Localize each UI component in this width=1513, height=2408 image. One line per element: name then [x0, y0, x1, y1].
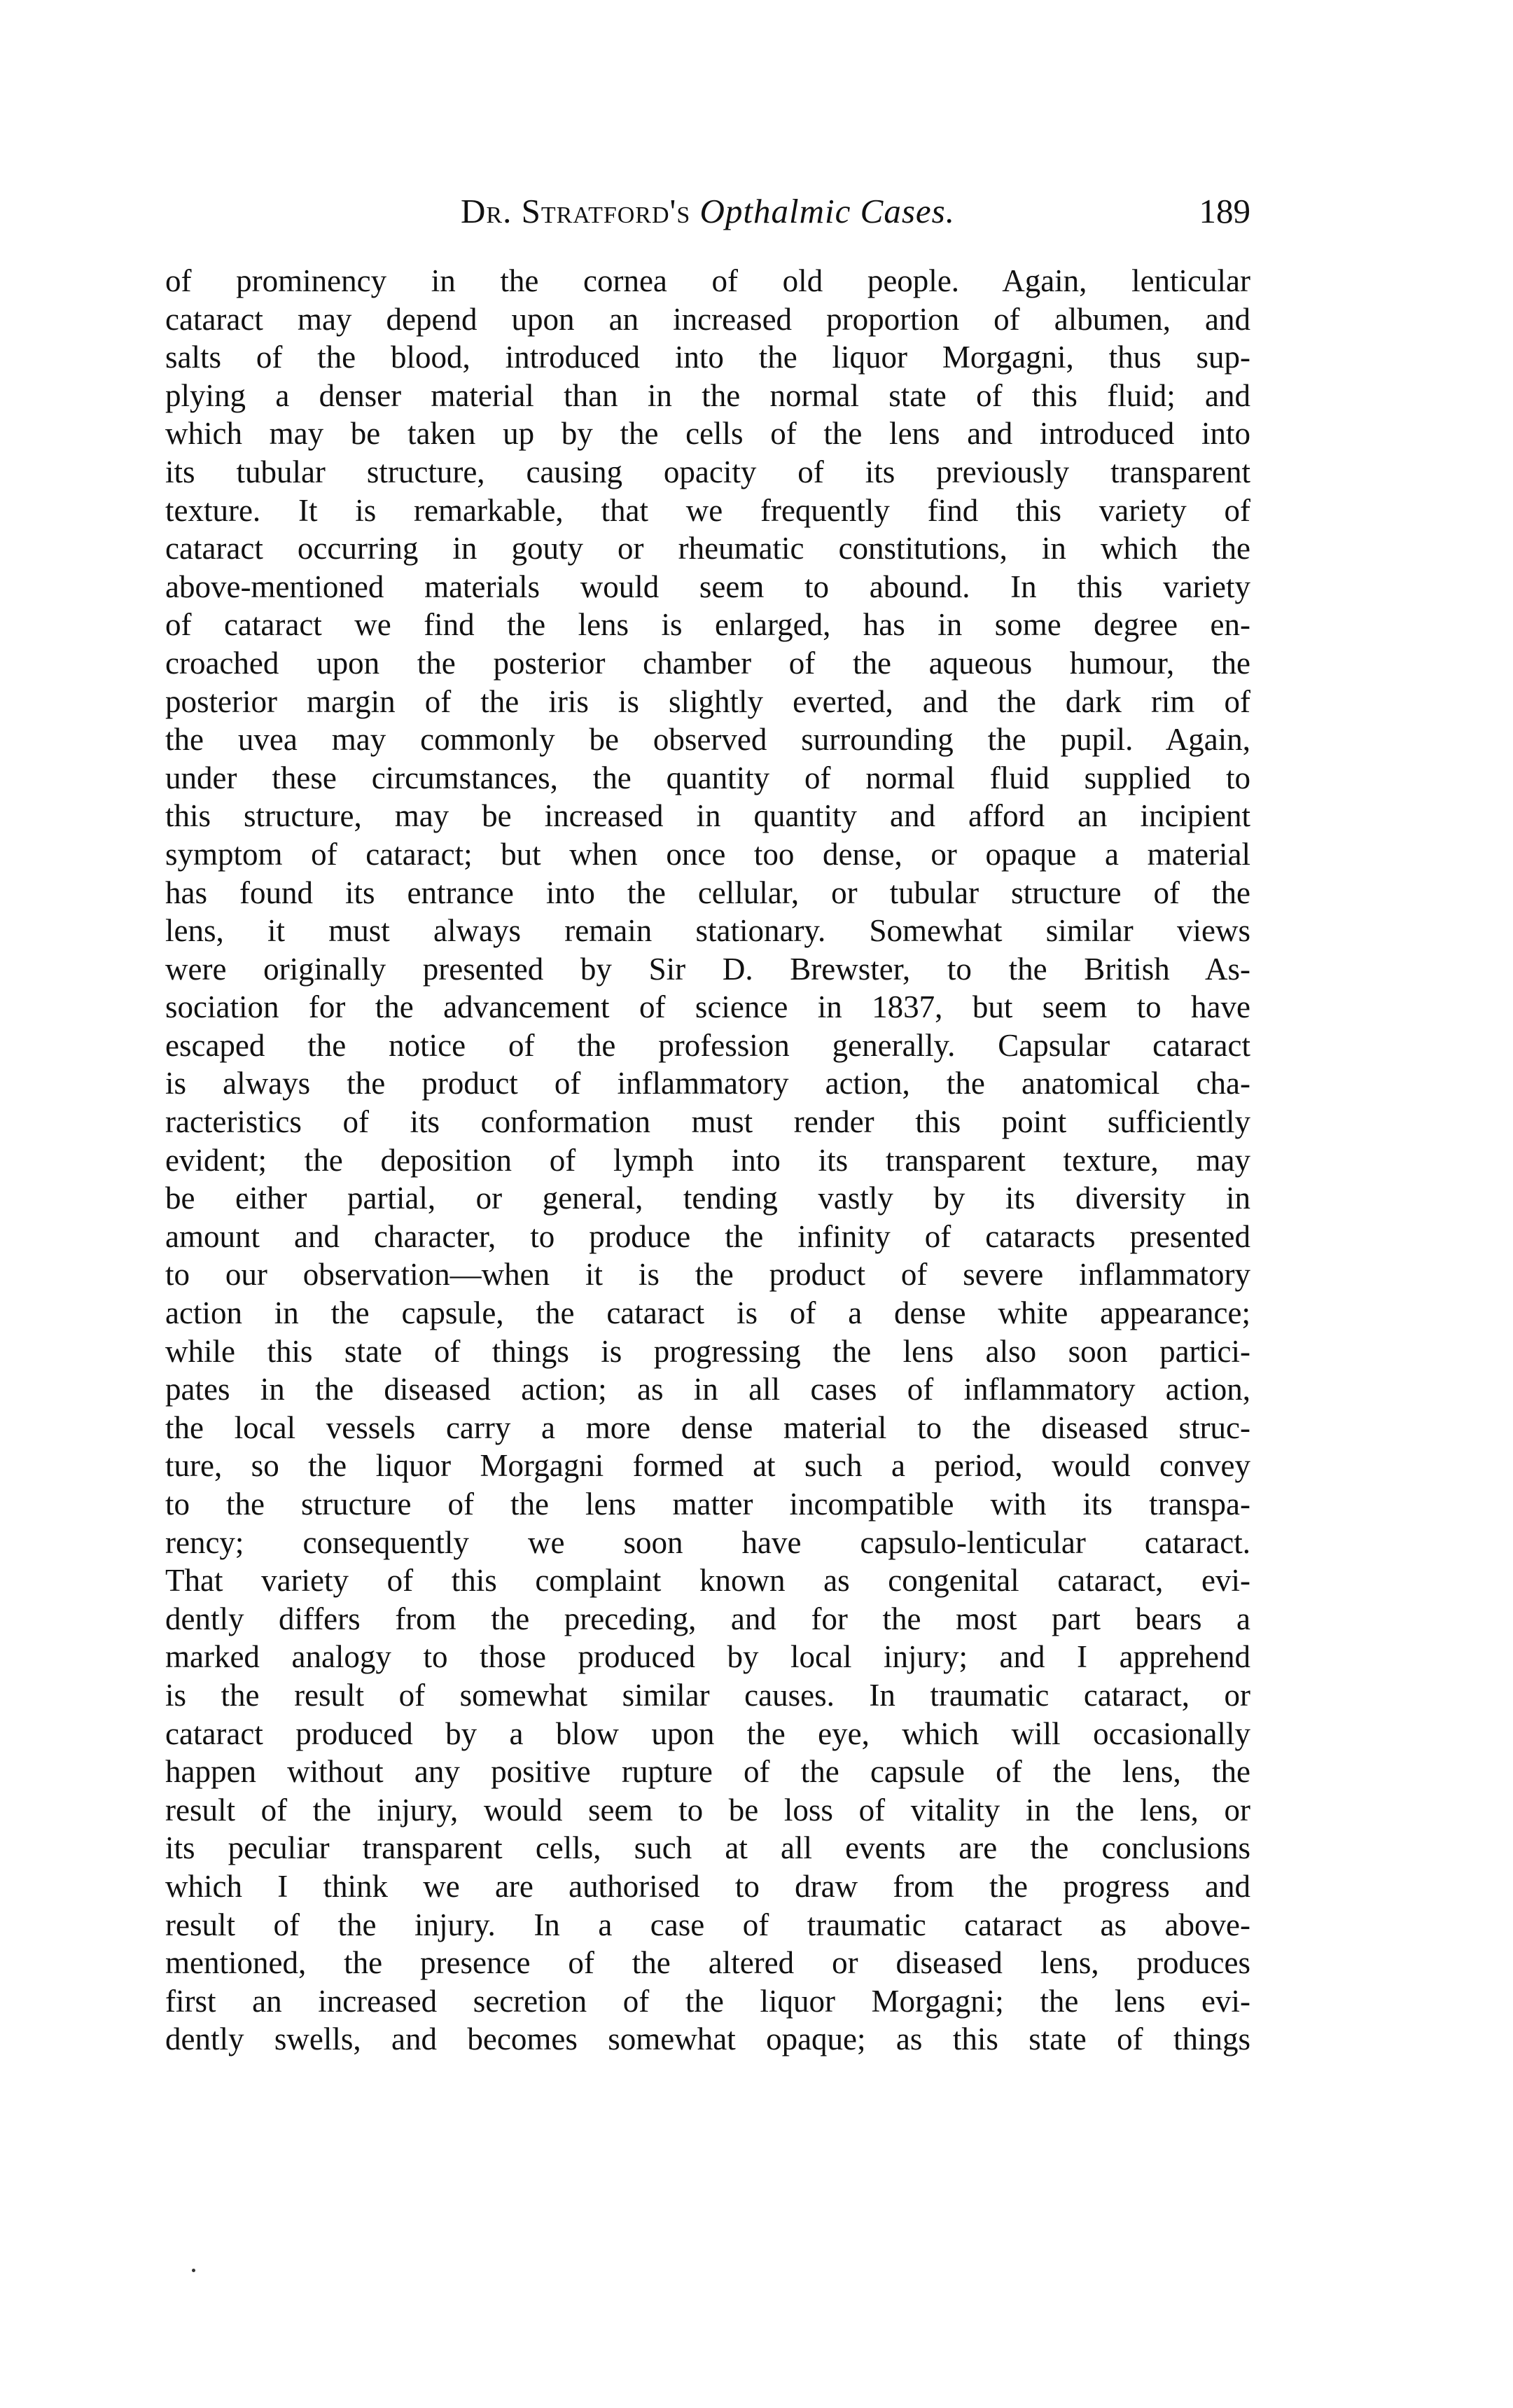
text-line: is the result of somewhat similar causes. In traumatic cataract, or: [165, 1677, 1250, 1713]
text-line: racteristics of its conformation must render this point sufficiently: [165, 1104, 1250, 1140]
text-line: marked analogy to those produced by local injury; and I apprehend: [165, 1639, 1250, 1675]
text-line: ture, so the liquor Morgagni formed at such a period, would convey: [165, 1448, 1250, 1484]
text-line: dently differs from the preceding, and for the most part bears a: [165, 1601, 1250, 1636]
text-line: cataract may depend upon an increased proportion of albumen, and: [165, 301, 1250, 337]
page-number: 189: [1199, 192, 1250, 230]
text-line: action in the capsule, the cataract is of a dense white appearance;: [165, 1295, 1250, 1331]
text-line: pates in the diseased action; as in all cases of inflammatory action,: [165, 1372, 1250, 1407]
text-line: cataract produced by a blow upon the eye, which will occasionally: [165, 1715, 1250, 1751]
text-line: to our observation—when it is the product of severe inflammatory: [165, 1257, 1250, 1293]
text-line: to the structure of the lens matter incompatible with its transpa-: [165, 1487, 1250, 1522]
text-line: posterior margin of the iris is slightly everted, and the dark rim of: [165, 683, 1250, 719]
text-line: texture. It is remarkable, that we frequently find this variety of: [165, 492, 1250, 528]
text-line: amount and character, to produce the infinity of cataracts presented: [165, 1218, 1250, 1254]
text-line: sociation for the advancement of science in 1837, but seem to have: [165, 989, 1250, 1025]
text-line: the uvea may commonly be observed surrounding the pupil. Again,: [165, 722, 1250, 758]
text-line: escaped the notice of the profession generally. Capsular cataract: [165, 1027, 1250, 1063]
text-line: this structure, may be increased in quantity and afford an incipient: [165, 798, 1250, 834]
text-line: dently swells, and becomes somewhat opaque; as this state of things: [165, 2021, 1250, 2057]
text-line: of prominency in the cornea of old people. Again, lenticular: [165, 263, 1250, 298]
text-line: result of the injury, would seem to be loss of vitality in the lens, or: [165, 1792, 1250, 1828]
text-line: were originally presented by Sir D. Brewster, to the British As-: [165, 951, 1250, 987]
text-line: evident; the deposition of lymph into its transparent texture, may: [165, 1142, 1250, 1178]
text-line: the local vessels carry a more dense material to the diseased struc-: [165, 1410, 1250, 1445]
text-line: happen without any positive rupture of the capsule of the lens, the: [165, 1754, 1250, 1790]
running-title: [165, 183, 1250, 239]
text-line: That variety of this complaint known as congenital cataract, evi-: [165, 1563, 1250, 1599]
text-line: above-mentioned materials would seem to abound. In this variety: [165, 569, 1250, 604]
text-line: rency; consequently we soon have capsulo-lenticular cataract.: [165, 1524, 1250, 1560]
text-line: which may be taken up by the cells of the lens and introduced into: [165, 416, 1250, 452]
text-line: salts of the blood, introduced into the liquor Morgagni, thus sup-: [165, 340, 1250, 375]
text-line: symptom of cataract; but when once too dense, or opaque a material: [165, 836, 1250, 872]
text-line: first an increased secretion of the liquor Morgagni; the lens evi-: [165, 1983, 1250, 2019]
ink-speck: [192, 2269, 195, 2272]
text-line: result of the injury. In a case of traumatic cataract as above-: [165, 1907, 1250, 1942]
text-line: mentioned, the presence of the altered or diseased lens, produces: [165, 1945, 1250, 1981]
text-line: its tubular structure, causing opacity of its previously transparent: [165, 454, 1250, 489]
text-line: while this state of things is progressing the lens also soon partici-: [165, 1333, 1250, 1369]
text-line: lens, it must always remain stationary. Somewhat similar views: [165, 913, 1250, 949]
text-line: croached upon the posterior chamber of the aqueous humour, the: [165, 645, 1250, 681]
body-text: [165, 262, 1250, 2059]
text-line: be either partial, or general, tending vastly by its diversity in: [165, 1181, 1250, 1216]
author-prefix: Dr.: [461, 192, 513, 230]
title-italic: Opthalmic Cases.: [699, 192, 955, 230]
author-name: Stratford's: [521, 192, 691, 230]
text-line: which I think we are authorised to draw from the progress and: [165, 1868, 1250, 1904]
text-line: is always the product of inflammatory action, the anatomical cha-: [165, 1066, 1250, 1101]
text-line: cataract occurring in gouty or rheumatic constitutions, in which the: [165, 531, 1250, 566]
text-line: of cataract we find the lens is enlarged, has in some degree en-: [165, 607, 1250, 643]
text-line: under these circumstances, the quantity of normal fluid supplied to: [165, 760, 1250, 795]
text-line: has found its entrance into the cellular, or tubular structure of the: [165, 875, 1250, 910]
running-head: [165, 183, 1250, 239]
text-line: plying a denser material than in the normal state of this fluid; and: [165, 377, 1250, 413]
text-line: its peculiar transparent cells, such at all events are the conclusions: [165, 1830, 1250, 1866]
